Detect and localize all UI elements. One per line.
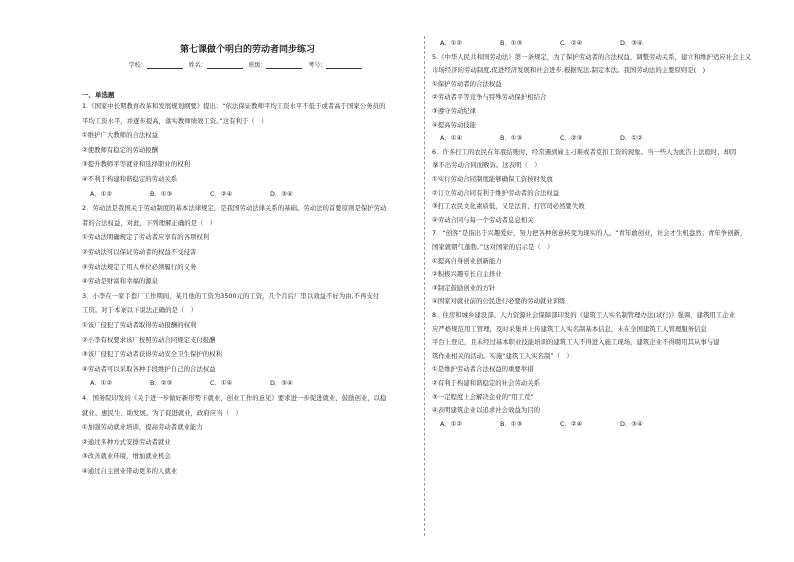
name-label: 姓名： — [188, 62, 207, 69]
question-text: 7．“创客”是指出于兴趣爱好，努力把各种创意转变为现实的人。“青年敢创业，社会才生机盎然；青年争创新， — [432, 229, 747, 238]
choice-statement: ③改善就业环境，增加就业机会 — [82, 452, 171, 461]
choice-statement: ④提高劳动技能 — [432, 120, 477, 129]
choice-statement: ③一定程度上会解决企业的“用工荒” — [432, 392, 534, 401]
choice-statement: ①是维护劳动者合法权益的重要举措 — [432, 365, 534, 374]
choice-statement: ④劳动是财富和幸福的源泉 — [82, 277, 159, 286]
answer-options — [90, 380, 330, 386]
answer-option[interactable]: B．①③ — [500, 134, 523, 143]
question-text: 国家就朝气蓬勃。”这对国家的启示是（ ） — [432, 243, 554, 251]
answer-option[interactable]: A．①② — [440, 39, 463, 47]
question-text: 就业、惠民生、助发展。为了促进就业，政府应当（ ） — [82, 408, 242, 417]
choice-statement: ④表明建筑企业以追求社会效益为目的 — [432, 406, 540, 415]
answer-options — [440, 135, 680, 141]
question-text: 者的合法权益，对此，下列理解正确的是（ ） — [82, 218, 217, 227]
answer-option[interactable]: D．③④ — [620, 39, 643, 47]
choice-statement: ④通过自主创业带动更多的人就业 — [82, 467, 178, 475]
question-text: 市场经济的劳动制度,促进经济发展和社会进步,根据宪法,制定本法。我国劳动法的主要原则是( ) — [432, 66, 706, 75]
choice-statement: ③提升教师平等就业和选择职业的权利 — [82, 160, 190, 169]
answer-option[interactable]: B．①③ — [150, 189, 173, 198]
choice-statement: ①提高自身创业创新能力 — [432, 256, 502, 265]
class-blank[interactable] — [266, 62, 302, 69]
choice-statement: ④不利于构建和谐稳定的劳动关系 — [82, 175, 178, 183]
answer-option[interactable]: D．③④ — [270, 379, 293, 388]
answer-option[interactable]: A．①② — [90, 379, 113, 388]
answer-option[interactable]: B．①③ — [500, 419, 523, 428]
section-heading: 一、单选题 — [82, 91, 115, 99]
choice-statement: ③该厂侵犯了劳动者获得劳动安全卫生保护的权利 — [82, 350, 222, 359]
choice-statement: ③打工农民文化素质低，又是法盲，打官司必然要失败 — [432, 202, 585, 211]
question-text: 拿不出劳动合同而败诉。这表明（ ） — [432, 161, 541, 170]
student-info-row — [80, 60, 415, 69]
question-text: 3．小李在一家手套厂工作期间，某月他的工资为3500元的工资，几个月后厂里以效益不好为由,不再支付 — [82, 291, 380, 300]
question-text: 平台上登记，且未经过基本职业技能培训的建筑工人不得进入施工现场，建筑企业不得聘用其从事与建 — [432, 338, 720, 347]
choice-statement: ①劳动法明确规定了劳动者应享有的各项权利 — [82, 233, 210, 242]
choice-statement: ③遵守劳动纪律 — [432, 107, 477, 115]
choice-statement: ①实行劳动合同制度能够确保工资按时发放 — [432, 175, 553, 183]
question-text: 筑作业相关的活动。实施“建筑工人实名制”（ ） — [432, 351, 573, 360]
choice-statement: ①加强劳动就业培训，提高劳动者就业能力 — [82, 423, 203, 432]
choice-statement: ③劳动法规定了用人单位必须履行的义务 — [82, 262, 197, 271]
question-text: 4．国务院印发的《关于进一步做好新形势下就业、创业工作的意见》要求进一步促进就业、鼓励创业，以稳 — [82, 394, 387, 402]
exam-no-blank[interactable] — [326, 62, 362, 69]
answer-option[interactable]: A．①② — [440, 419, 463, 428]
choice-statement: ②积极兴趣专长自主择业 — [432, 270, 502, 279]
answer-option[interactable]: C．②④ — [560, 39, 583, 47]
question-text: 2．劳动法是我国关于劳动制度的基本法律规定，是我国劳动法律关系的基础。劳动法的首要原则是保护劳动 — [82, 204, 387, 213]
choice-statement: ②有利于构建和谐稳定的社会劳动关系 — [432, 379, 540, 387]
school-blank[interactable] — [147, 62, 183, 69]
question-text: 工资。对于本案以下说法正确的是（ ） — [82, 306, 198, 315]
choice-statement: ③制定鼓励创业的方针 — [432, 283, 496, 292]
answer-option[interactable]: B．①③ — [500, 39, 523, 47]
choice-statement: ④劳动合同与每一个劳动者息息相关 — [432, 215, 534, 224]
choice-statement: ②劳动者平等竞争与特殊劳动保护相结合 — [432, 93, 547, 102]
choice-statement: ①保护劳动者的合法权益 — [432, 79, 502, 88]
choice-statement: ②使教师有稳定的劳动报酬 — [82, 145, 159, 154]
answer-option[interactable]: D．③④ — [620, 419, 643, 428]
page-title: 第七课做个明白的劳动者同步练习 — [179, 45, 315, 55]
answer-option[interactable]: B．②③ — [150, 379, 173, 388]
class-label: 班级： — [248, 62, 267, 69]
answer-option[interactable]: C．①④ — [210, 379, 233, 388]
question-text: 8．住房和城乡建设部、人力资源社会保障部印发的《建筑工人实名制管理办法(试行)》强调，建筑用工企业 — [432, 311, 736, 319]
question-text: 平均工资水平，并逐步提高，落实教师绩效工资。”这有利于（ ） — [82, 116, 268, 125]
choice-statement: ①该厂侵犯了劳动者取得劳动报酬的权利 — [82, 321, 197, 329]
choice-statement: ②小李有权要求该厂按照劳动合同规定支付报酬 — [82, 335, 216, 344]
answer-option[interactable]: A．①④ — [440, 134, 463, 143]
choice-statement: ②劳动法可以保证劳动者的权益不受侵害 — [82, 248, 197, 256]
school-label: 学校： — [128, 62, 147, 69]
column-divider — [424, 36, 425, 536]
answer-options — [440, 421, 680, 427]
question-text: 5.《中华人民共和国劳动法》第一条规定，为了保护劳动者的合法权益，调整劳动关系，建立和维护适应社会主义 — [432, 52, 752, 61]
choice-statement: ①维护广大教师的合法权益 — [82, 131, 159, 140]
question-text: 应严格规范用工管理，及时采集并上传建筑工人实名制基本信息，未在全国建筑工人管理服务信息 — [432, 324, 707, 333]
question-text: 6．许多打工的农民在年底结账时，经常遇到雇主刁难或者克扣工资的现象。当一些人为此告上法庭时，却因 — [432, 147, 737, 156]
answer-option[interactable]: C．②③ — [560, 134, 583, 143]
answer-option[interactable]: C．②④ — [210, 189, 233, 198]
choice-statement: ②通过多种方式安排劳动者就业 — [82, 437, 171, 446]
answer-option[interactable]: D．③④ — [270, 189, 293, 198]
question-text: 1.《国家中长期教育改革和发展规划纲要》提出：“依法保证教师平均工资水平不低于或者高于国家公务员的 — [82, 102, 386, 110]
answer-option[interactable]: A．①② — [90, 189, 113, 198]
name-blank[interactable] — [207, 62, 243, 69]
choice-statement: ④劳动者可以采取各种手段维护自己的合法权益 — [82, 364, 216, 373]
answer-option[interactable]: D．①② — [620, 134, 643, 143]
choice-statement: ④国家对就业前的公民进行必要的劳动就业训练 — [432, 297, 566, 306]
answer-options — [440, 40, 680, 46]
answer-option[interactable]: C．②④ — [560, 419, 583, 428]
choice-statement: ②订立劳动合同有利于维护劳动者的合法权益 — [432, 188, 560, 197]
answer-options — [90, 191, 330, 197]
exam-no-label: 考号： — [308, 62, 327, 69]
